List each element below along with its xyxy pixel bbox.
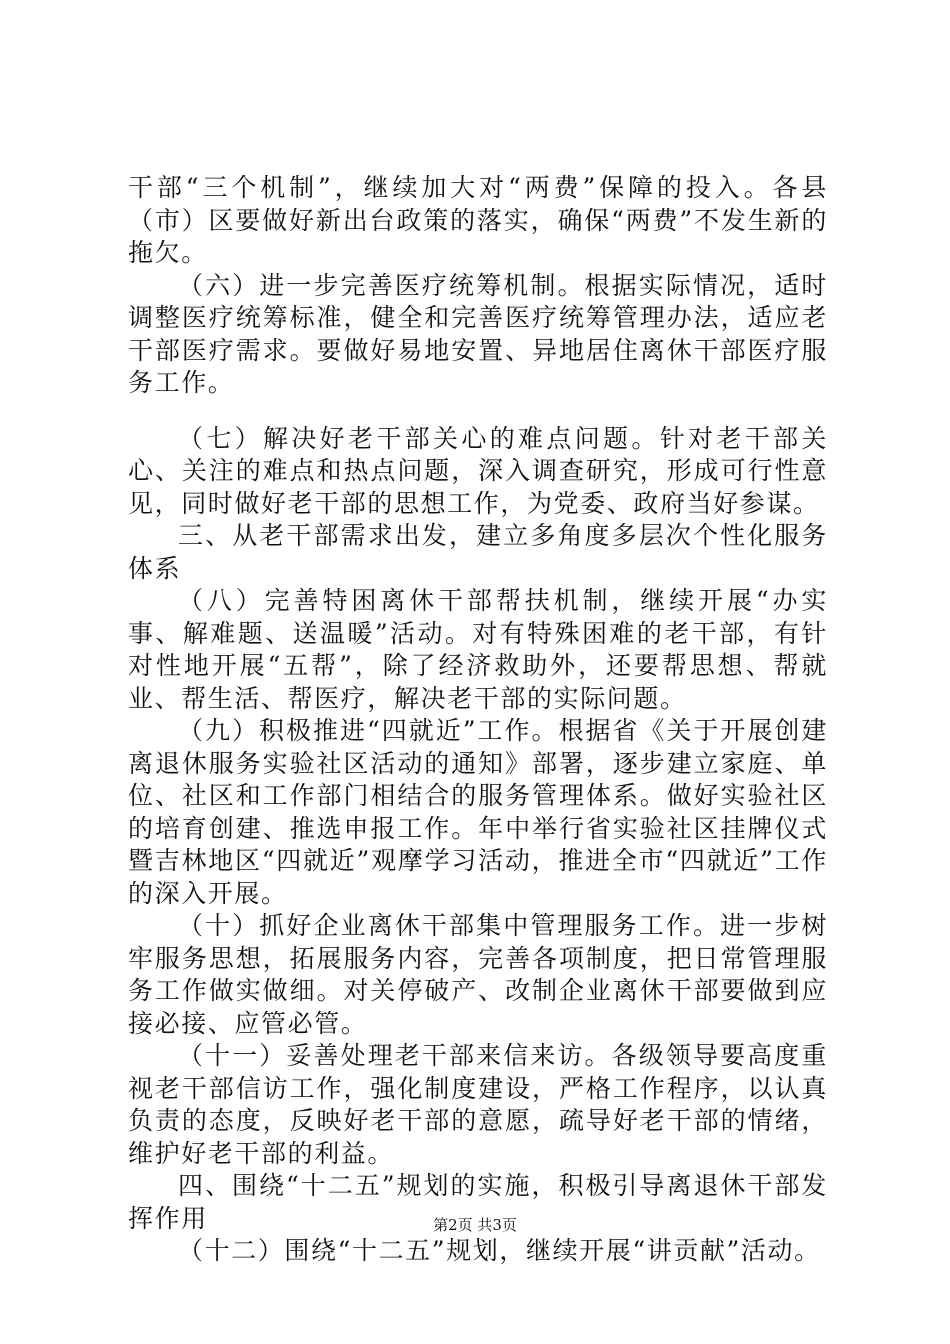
paragraph-item-8: （八）完善特困离休干部帮扶机制，继续开展“办实事、解难题、送温暖”活动。对有特殊困难的老干部，有针对性地开展“五帮”，除了经济救助外，还要帮思想、帮就业、帮生活、帮医疗，解决老干部的实际问题。: [128, 586, 828, 713]
page-number-footer: 第2页 共3页: [433, 1216, 517, 1234]
paragraph-continuation: 干部“三个机制”，继续加大对“两费”保障的投入。各县（市）区要做好新出台政策的落实，确保“两费”不发生新的拖欠。: [128, 173, 828, 267]
paragraph-item-11: （十一）妥善处理老干部来信来访。各级领导要高度重视老干部信访工作，强化制度建设，严格工作程序，以认真负责的态度，反映好老干部的意愿，疏导好老干部的情绪，维护好老干部的利益。: [128, 1041, 828, 1168]
paragraph-item-9: （九）积极推进“四就近”工作。根据省《关于开展创建离退休服务实验社区活动的通知》部署，逐步建立家庭、单位、社区和工作部门相结合的服务管理体系。做好实验社区的培育创建、推选申报工作。年中举行省实验社区挂牌仪式暨吉林地区“四就近”观摩学习活动，推进全市“四就近”工作的深入开展。: [128, 716, 828, 908]
paragraph-item-6: （六）进一步完善医疗统筹机制。根据实际情况，适时调整医疗统筹标准，健全和完善医疗统筹管理办法，适应老干部医疗需求。要做好易地安置、异地居住离休干部医疗服务工作。: [128, 270, 828, 397]
paragraph-item-7: （七）解决好老干部关心的难点问题。针对老干部关心、关注的难点和热点问题，深入调查研究，形成可行性意见，同时做好老干部的思想工作，为党委、政府当好参谋。: [128, 423, 828, 518]
paragraph-item-12: （十二）围绕“十二五”规划，继续开展“讲贡献”活动。: [178, 1236, 821, 1265]
section-heading-3: 三、从老干部需求出发，建立多角度多层次个性化服务体系: [128, 521, 828, 583]
paragraph-item-10: （十）抓好企业离休干部集中管理服务工作。进一步树牢服务思想，拓展服务内容，完善各项制度，把日常管理服务工作做实做细。对关停破产、改制企业离休干部要做到应接必接、应管必管。: [128, 911, 828, 1038]
section-heading-4: 四、围绕“十二五”规划的实施，积极引导离退休干部发挥作用: [128, 1171, 828, 1233]
document-body: [128, 172, 828, 1268]
